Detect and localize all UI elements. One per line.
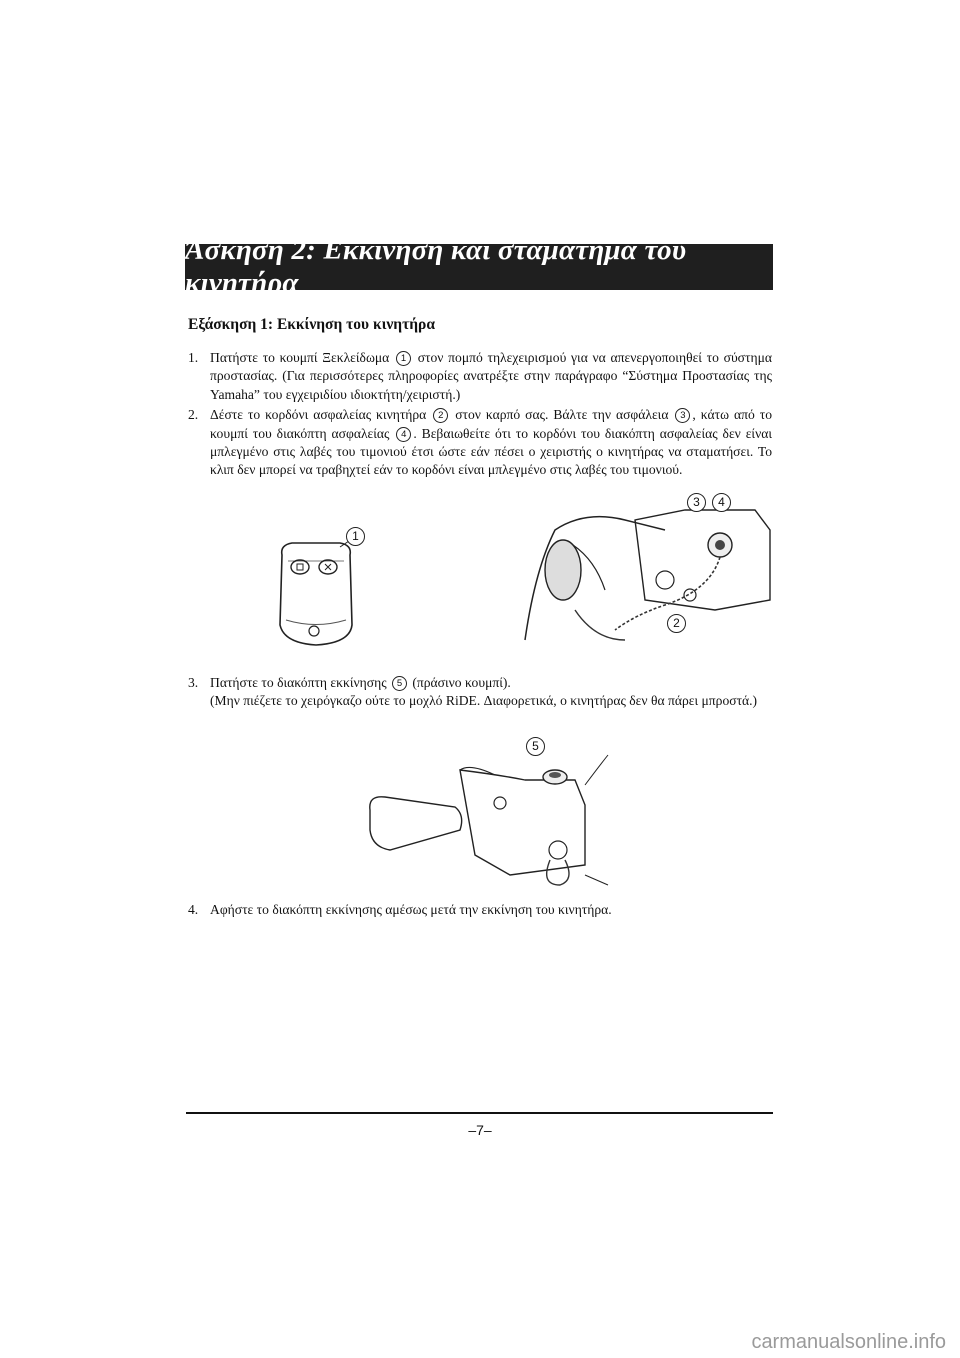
callout-3: 3 [687, 493, 706, 512]
steps-block-1 [188, 349, 772, 482]
step-number: 3. [188, 675, 199, 690]
remote-transmitter-figure [270, 525, 380, 655]
callout-ref: 4 [396, 427, 411, 442]
step-number: 4. [188, 902, 199, 917]
chapter-title: Άσκηση 2: Εκκίνηση και σταμάτημα του κινητήρα [185, 234, 687, 299]
chapter-banner [185, 234, 773, 299]
callout-5: 5 [526, 737, 545, 756]
watermark: carmanualsonline.info [751, 1331, 946, 1353]
callout-2: 2 [667, 614, 686, 633]
step-4: 4. Αφήστε το διακόπτη εκκίνησης αμέσως μετά την εκκίνηση του κινητήρα. [188, 901, 772, 919]
steps-block-2 [188, 674, 772, 713]
footer-rule [186, 1112, 773, 1114]
callout-ref: 1 [396, 351, 411, 366]
step-3: 3. Πατήστε το διακόπτη εκκίνησης 5 (πράσινο κουμπί). (Μην πιέζετε το χειρόγκαζο ούτε το μοχλό RiDE. Διαφορετικά, ο κινητήρας δεν θα πάρει μπροστά.) [188, 675, 758, 709]
lanyard-wrist-figure [515, 490, 775, 660]
lanyard-wrist-illustration [515, 490, 775, 660]
start-switch-illustration [360, 735, 610, 895]
step-number: 2. [188, 407, 199, 423]
steps-block-3 [188, 901, 772, 921]
step-1: 1. Πατήστε το κουμπί Ξεκλείδωμα 1 στον πομπό τηλεχειρισμού για να απενεργοποιηθεί το σύστημα προστασίας. (Για περισσότερες πληροφορίες ανατρέξτε στην παράγραφο “Σύστημα Προστασίας της Yamaha” του εγχειριδίου ιδιοκτήτη/χειριστή.) [188, 350, 772, 402]
callout-ref: 2 [433, 408, 448, 423]
callout-ref: 5 [392, 676, 407, 691]
remote-transmitter-illustration [270, 525, 380, 655]
step-number: 1. [188, 350, 199, 365]
section-title: Εξάσκηση 1: Εκκίνηση του κινητήρα [188, 316, 436, 333]
callout-1: 1 [346, 527, 365, 546]
start-switch-figure [360, 735, 610, 895]
step-3-note: (Μην πιέζετε το χειρόγκαζο ούτε το μοχλό RiDE. Διαφορετικά, ο κινητήρας δεν θα πάρει μπροστά.) [210, 693, 758, 709]
callout-4: 4 [712, 493, 731, 512]
page-number: –7– [468, 1122, 492, 1138]
callout-ref: 3 [675, 408, 690, 423]
step-2: 2. Δέστε το κορδόνι ασφαλείας κινητήρα 2 στον καρπό σας. Βάλτε την ασφάλεια 3 , κάτω από το κουμπί του διακόπτη ασφαλείας 4 . Βεβαιωθείτε ότι το κορδόνι του διακόπτη ασφαλείας δεν είναι μπλεγμένο στις λαβές του τιμονιού έτσι ώστε εάν πέσει ο χειριστής ο κινητήρας να σταματήσει. Το κλιπ δεν μπορεί να τραβηχτεί εάν το κορδόνι είναι μπλεγμένο στις λαβές του τιμονιού. [188, 407, 772, 478]
